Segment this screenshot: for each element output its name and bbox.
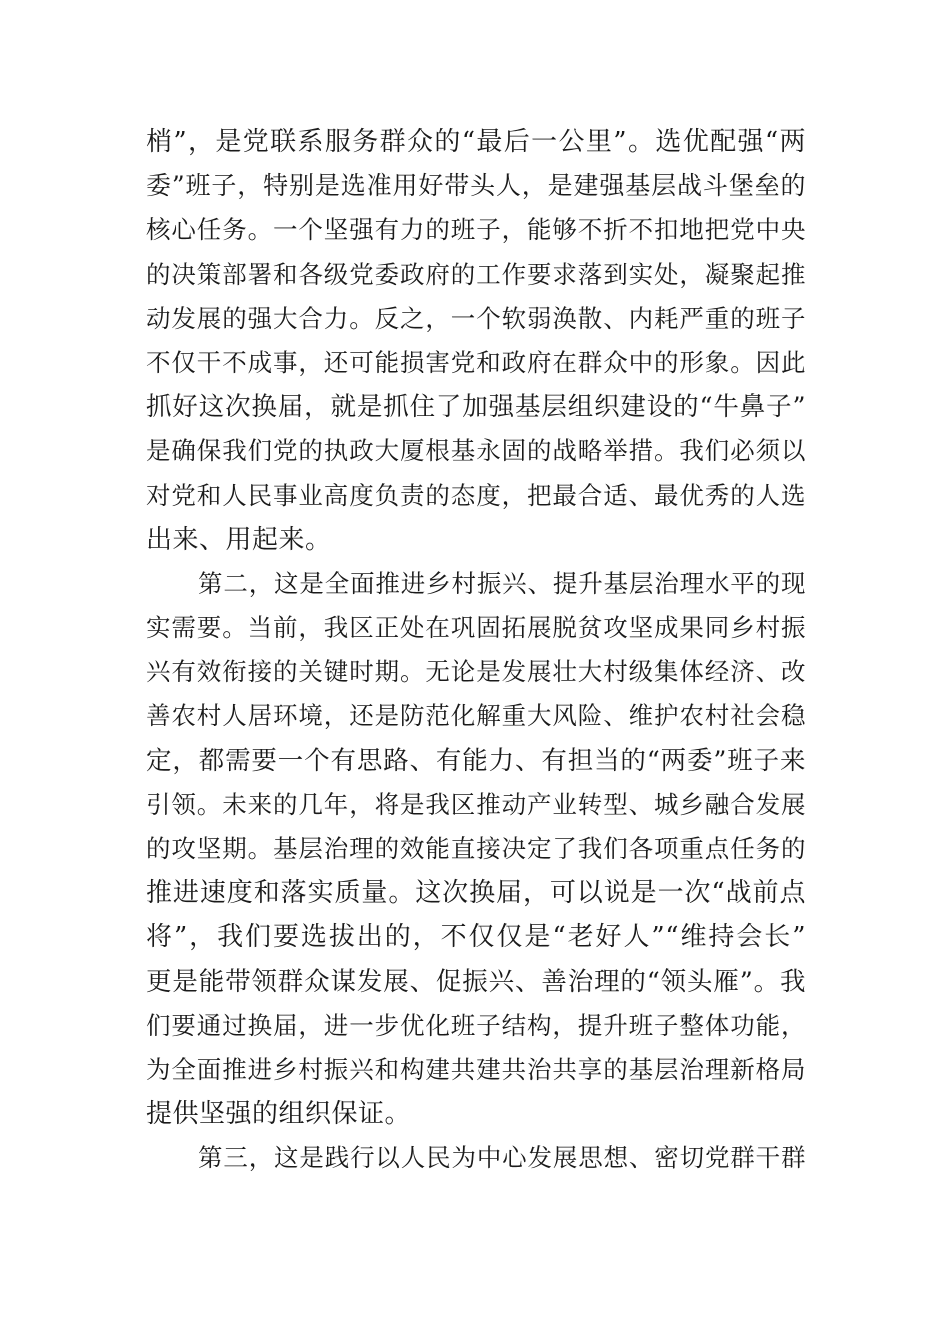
text-line: 引领。未来的几年，将是我区推动产业转型、城乡融合发展 — [146, 789, 806, 819]
text-line: 们要通过换届，进一步优化班子结构，提升班子整体功能， — [146, 1010, 806, 1040]
text-line: 的攻坚期。基层治理的效能直接决定了我们各项重点任务的 — [146, 834, 806, 863]
text-line: 抓好这次换届，就是抓住了加强基层组织建设的“牛鼻子” — [146, 392, 806, 423]
text-line: 提供坚强的组织保证。 — [146, 1099, 412, 1130]
text-line: 核心任务。一个坚强有力的班子，能够不折不扣地把党中央 — [146, 215, 806, 245]
text-line: 对党和人民事业高度负责的态度，把最合适、最优秀的人选 — [146, 480, 806, 510]
text-line: 定，都需要一个有思路、有能力、有担当的“两委”班子来 — [146, 745, 806, 776]
text-line: 梢”，是党联系服务群众的“最后一公里”。选优配强“两 — [146, 127, 806, 157]
paragraph-start-line: 第三，这是践行以人民为中心发展思想、密切党群干群 — [198, 1143, 806, 1173]
text-line: 将”，我们要选拔出的，不仅仅是“老好人”“维持会长” — [146, 922, 806, 953]
text-line: 是确保我们党的执政大厦根基永固的战略举措。我们必须以 — [146, 436, 806, 466]
text-line: 为全面推进乡村振兴和构建共建共治共享的基层治理新格局 — [146, 1054, 806, 1084]
text-line: 善农村人居环境，还是防范化解重大风险、维护农村社会稳 — [146, 701, 806, 731]
body-text — [146, 120, 806, 1181]
text-line: 的决策部署和各级党委政府的工作要求落到实处，凝聚起推 — [146, 259, 806, 289]
text-line: 兴有效衔接的关键时期。无论是发展壮大村级集体经济、改 — [146, 657, 806, 687]
paragraph-start-line: 第二，这是全面推进乡村振兴、提升基层治理水平的现 — [198, 568, 806, 598]
text-line: 出来、用起来。 — [146, 524, 332, 555]
text-line: 委”班子，特别是选准用好带头人，是建强基层战斗堡垒的 — [146, 171, 806, 201]
text-line: 动发展的强大合力。反之，一个软弱涣散、内耗严重的班子 — [146, 303, 806, 333]
text-line: 推进速度和落实质量。这次换届，可以说是一次“战前点 — [146, 878, 806, 909]
text-line: 实需要。当前，我区正处在巩固拓展脱贫攻坚成果同乡村振 — [146, 613, 806, 643]
text-line: 更是能带领群众谋发展、促振兴、善治理的“领头雁”。我 — [146, 966, 806, 997]
text-line: 不仅干不成事，还可能损害党和政府在群众中的形象。因此 — [146, 347, 806, 377]
